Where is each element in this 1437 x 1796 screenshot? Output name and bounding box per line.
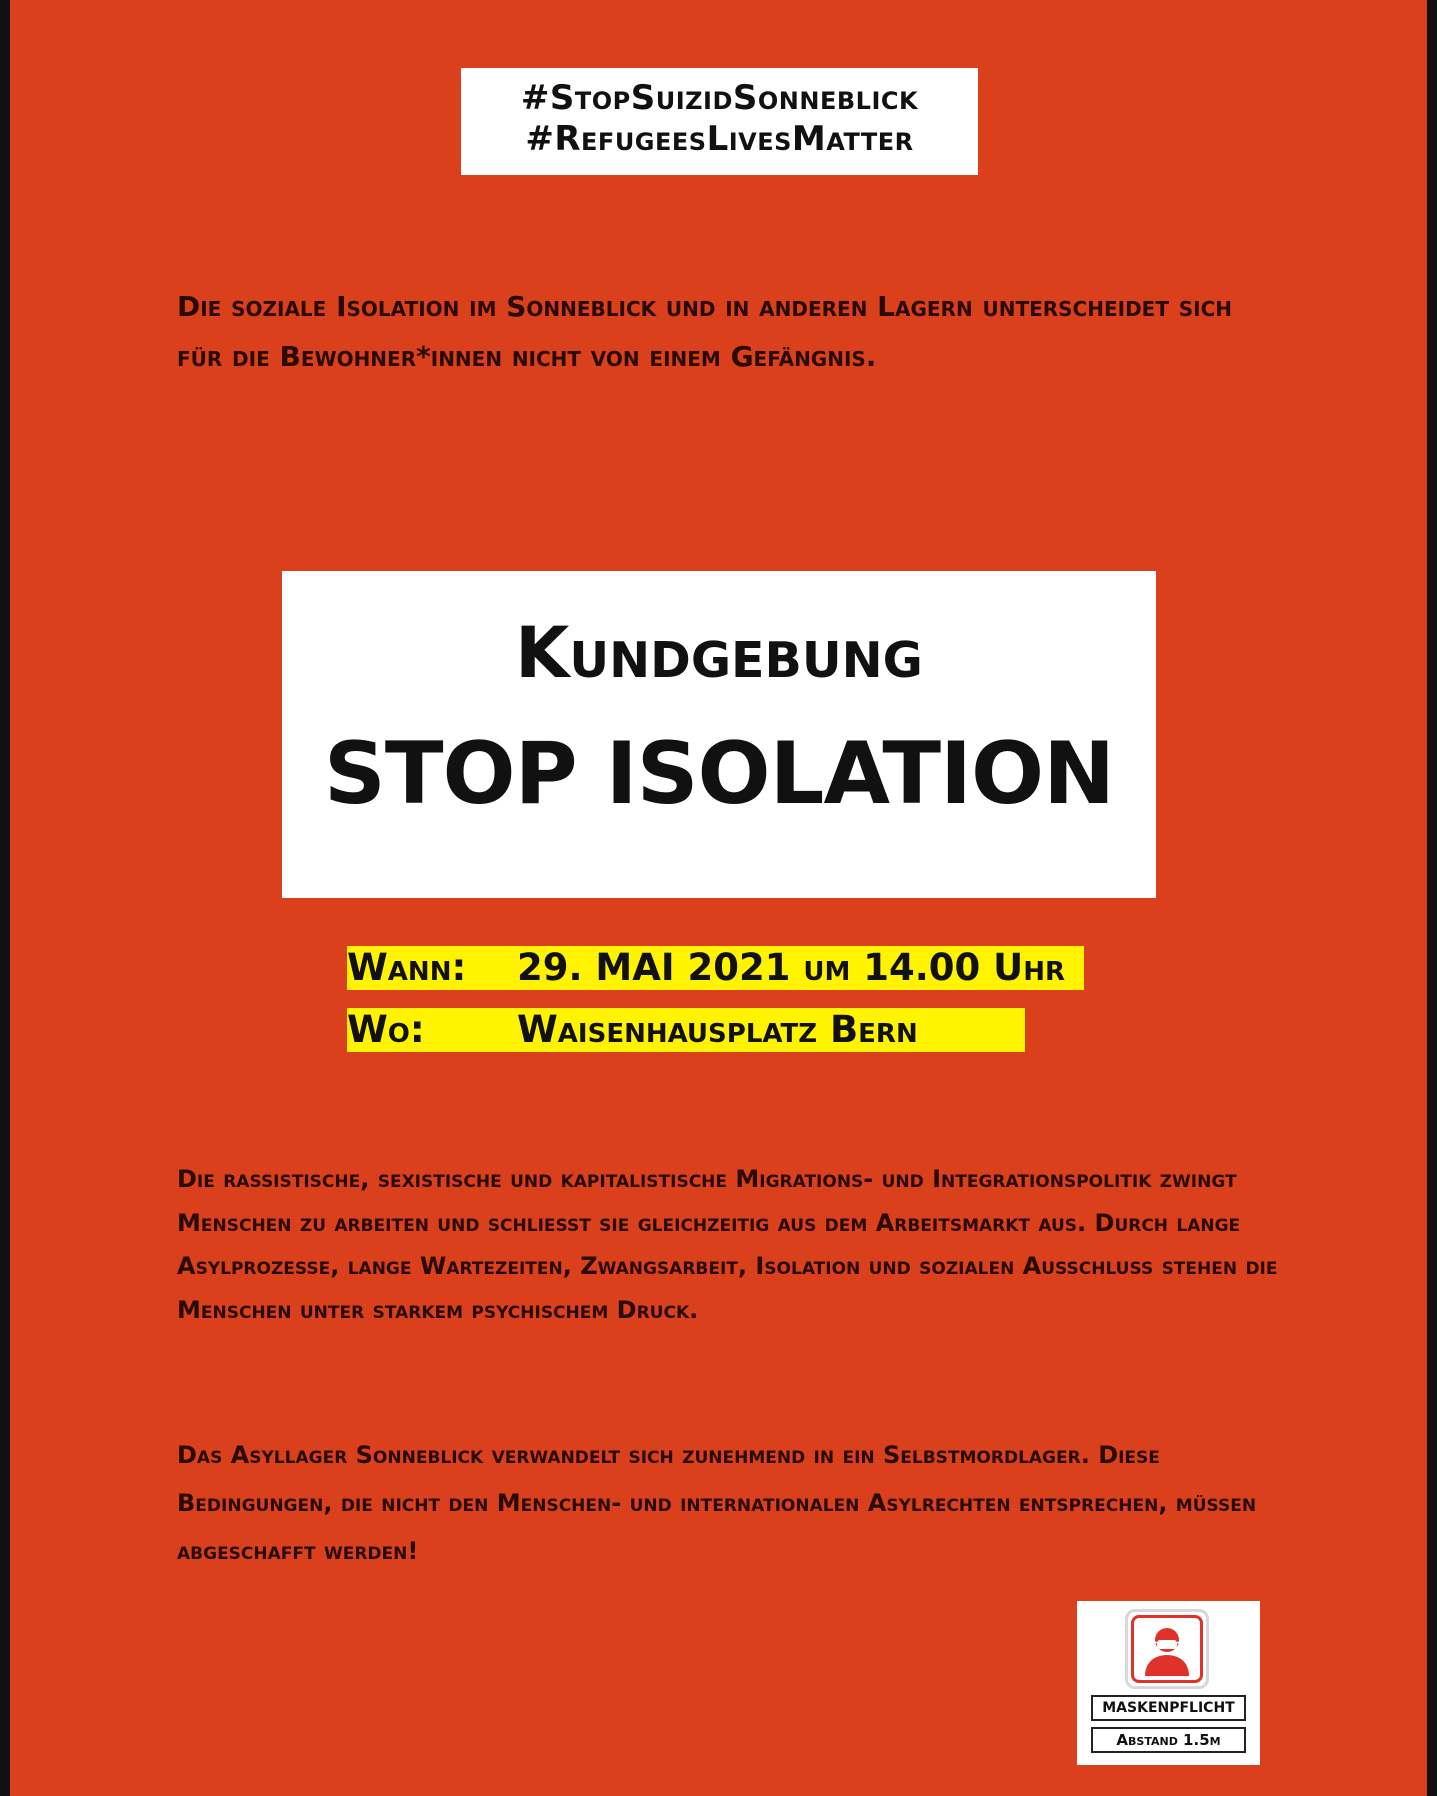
event-when-row (347, 946, 1084, 990)
body-paragraph-2: Das Asyllager Sonneblick verwandelt sich zunehmend in ein Selbstmordlager. Diese Bedingungen, die nicht den Menschen- und internationalen Asylrechten entsprechen, müssen abgeschafft werden! (177, 1441, 1257, 1565)
distance-label: Abstand 1.5m (1091, 1727, 1246, 1753)
when-label: Wann: (347, 946, 467, 989)
where-label: Wo: (347, 1008, 425, 1051)
hashtag-refugees-lives-matter: #RefugeesLivesMatter (525, 119, 914, 159)
poster (10, 0, 1427, 1796)
hashtag-box (461, 68, 978, 175)
title-stop-isolation: STOP ISOLATION (323, 724, 1115, 824)
title-box (282, 571, 1156, 898)
mask-required-label: MASKENPFLICHT (1091, 1695, 1246, 1721)
body-paragraph-1: Die rassistische, sexistische und kapitalistische Migrations- und Integrationspolitik zwingt Menschen zu arbeiten und schliesst sie gleichzeitig aus dem Arbeitsmarkt aus. Durch lange Asylprozesse, lange Wartezeiten, Zwangsarbeit, Isolation und sozialen Ausschluss stehen die Menschen unter starkem psychischem Druck. (177, 1165, 1278, 1324)
where-value: Waisenhausplatz Bern (517, 1008, 918, 1051)
title-kundgebung: Kundgebung (515, 612, 923, 694)
intro-paragraph: Die soziale Isolation im Sonneblick und in anderen Lagern unterscheidet sich für die Bewohner*innen nicht von einem Gefängnis. (177, 290, 1232, 373)
event-where-row (347, 1008, 1025, 1052)
mask-sign (1077, 1601, 1260, 1765)
mask-icon-frame (1125, 1609, 1209, 1689)
masked-person-icon (1134, 1618, 1200, 1680)
when-value: 29. MAI 2021 um 14.00 Uhr (517, 946, 1065, 989)
hashtag-stop-suizid: #StopSuizidSonneblick (520, 78, 919, 118)
